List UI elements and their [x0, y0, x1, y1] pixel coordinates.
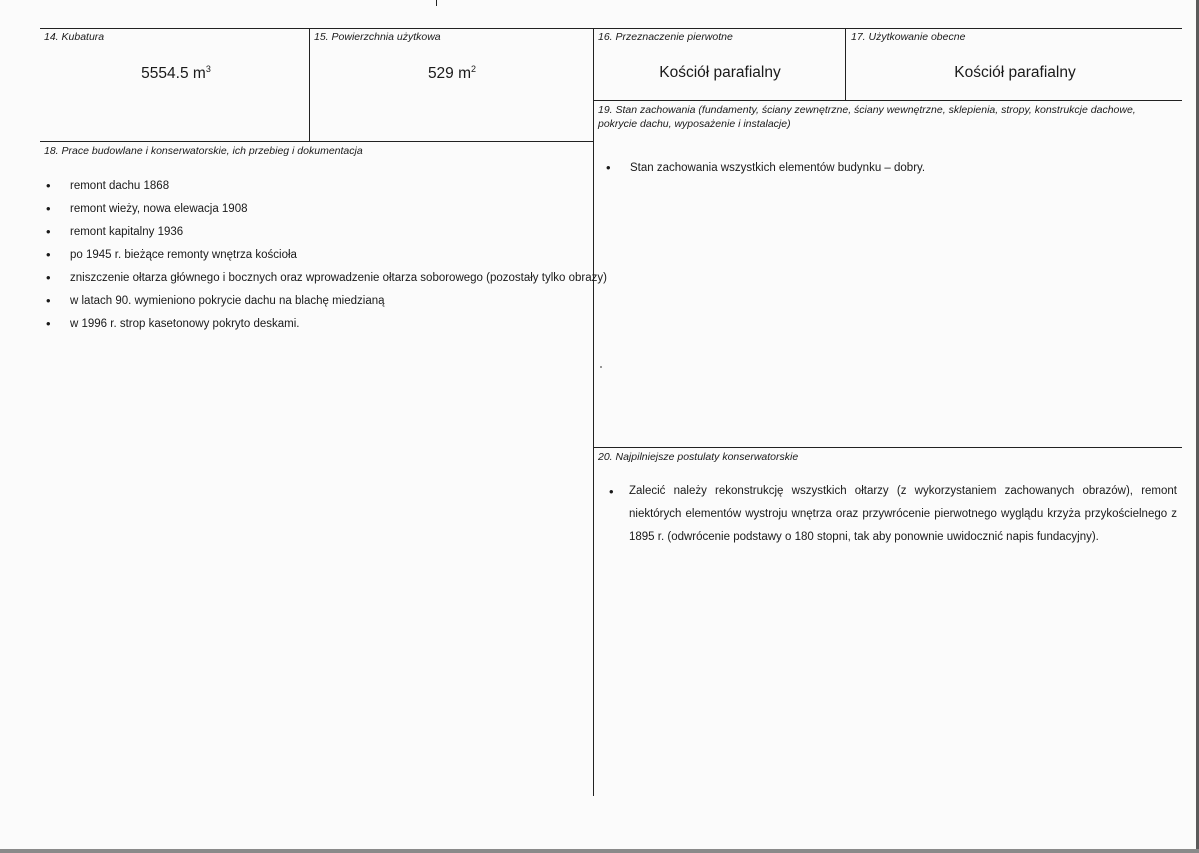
- scan-edge-bottom: [0, 849, 1199, 853]
- list-item: • w latach 90. wymieniono pokrycie dachu na blachę miedzianą: [44, 293, 607, 316]
- scan-speck: [600, 366, 602, 368]
- field-16-value: Kościół parafialny: [659, 64, 781, 81]
- list-item: • zniszczenie ołtarza głównego i bocznych oraz wprowadzenie ołtarza soborowego (pozostały tylko obrazy): [44, 270, 607, 293]
- top-tick-mark: [436, 0, 437, 6]
- center-divider: [593, 28, 594, 796]
- divider-19-20: [593, 447, 1182, 448]
- list-item: • po 1945 r. bieżące remonty wnętrza kościoła: [44, 247, 607, 270]
- top-border: [40, 28, 1182, 29]
- field-17-label: 17. Użytkowanie obecne: [851, 31, 966, 43]
- field-14-value: 5554.5 $m^3$: [141, 64, 211, 83]
- divider-14-15: [309, 28, 310, 141]
- field-18-label: 18. Prace budowlane i konserwatorskie, ich przebieg i dokumentacja: [44, 145, 363, 157]
- list-item: • remont kapitalny 1936: [44, 224, 607, 247]
- field-20-text: Zalecić należy rekonstrukcję wszystkich ołtarzy (z wykorzystaniem zachowanych obrazów), remont niektórych elementów wystroju wnętrza oraz przywrócenie pierwotnego wyglądu krzyża przykościelnego z 1895 r. (odwrócenie podstawy o 180 stopni, tak aby ponownie uwidocznić napis fundacyjny).: [629, 485, 1177, 543]
- divider-16-19: [593, 100, 1182, 101]
- field-18-list: [44, 178, 607, 339]
- list-item: • w 1996 r. strop kasetonowy pokryto deskami.: [44, 316, 607, 339]
- bullet-icon: •: [609, 484, 614, 499]
- list-item: • remont dachu 1868: [44, 178, 607, 201]
- field-20-label: 20. Najpilniejsze postulaty konserwatorskie: [598, 451, 799, 463]
- divider-16-17: [845, 28, 846, 100]
- field-15-label: 15. Powierzchnia użytkowa: [314, 31, 441, 43]
- field-16-label: 16. Przeznaczenie pierwotne: [598, 31, 733, 43]
- field-20-paragraph: [609, 480, 1177, 549]
- field-19-list: [604, 160, 925, 183]
- field-19-label: 19. Stan zachowania (fundamenty, ściany zewnętrzne, ściany wewnętrzne, sklepienia, stropy, konstrukcje dachowe, pokrycie dachu, wyposażenie i instalacje): [598, 104, 1136, 130]
- field-17-value: Kościół parafialny: [954, 64, 1076, 81]
- list-item: • Stan zachowania wszystkich elementów budynku – dobry.: [604, 160, 925, 183]
- field-14-label: 14. Kubatura: [44, 31, 105, 43]
- divider-15-18: [40, 141, 593, 142]
- list-item: • remont wieży, nowa elewacja 1908: [44, 201, 607, 224]
- field-15-value: 529 $m^2$: [427, 64, 477, 83]
